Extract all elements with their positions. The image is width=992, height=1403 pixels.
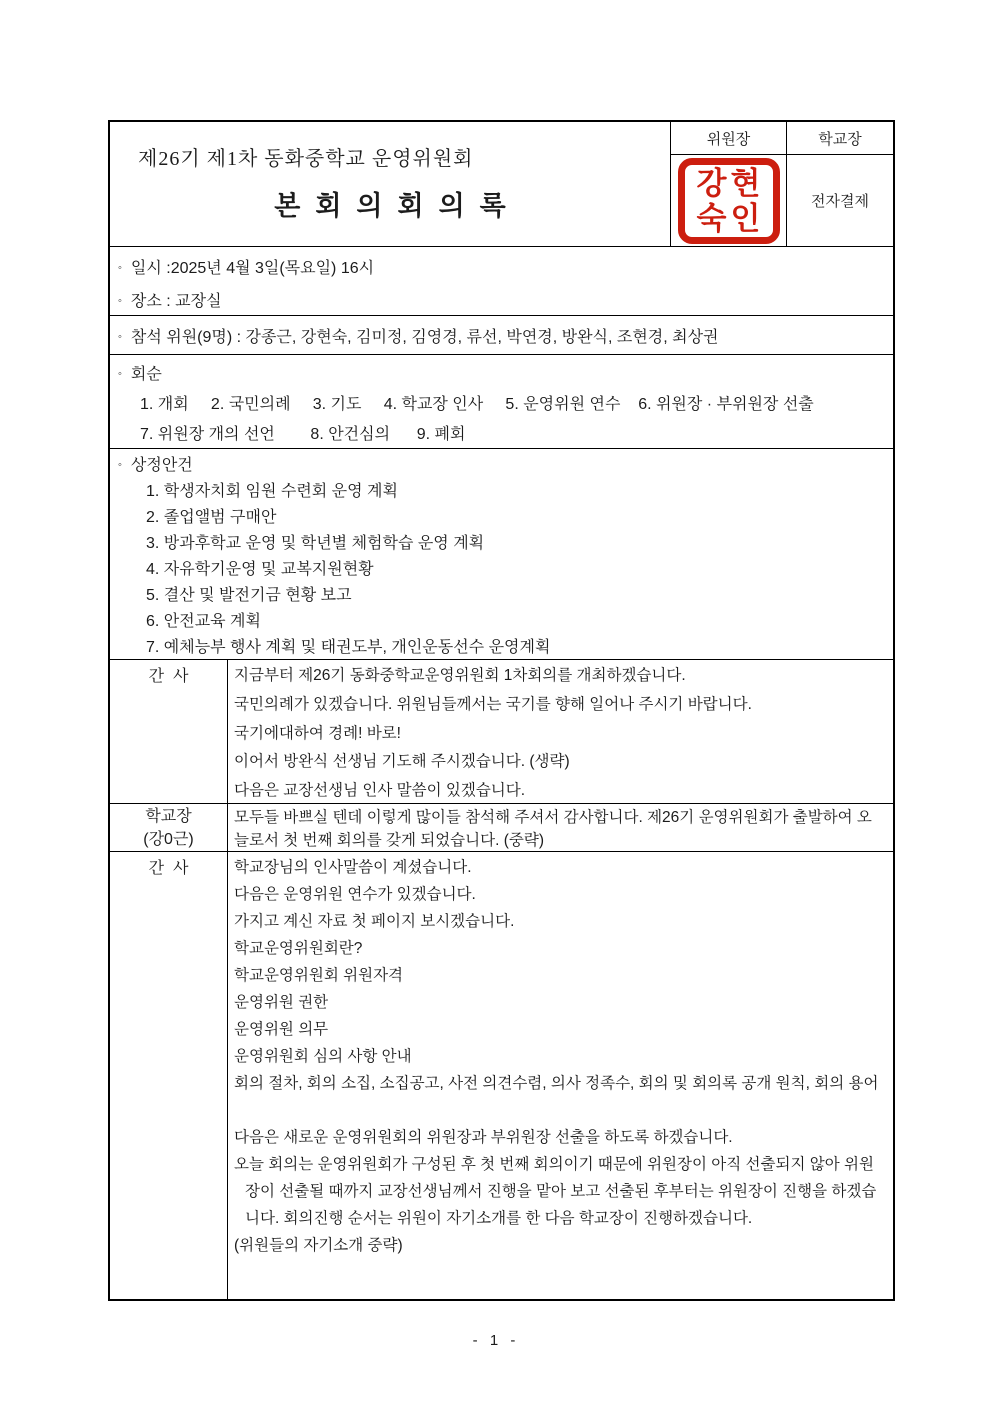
approval-chairman-cell — [671, 155, 786, 246]
dialogue-paragraph: 다음은 새로운 운영위원회의 위원장과 부위원장 선출을 하도록 하겠습니다. — [234, 1129, 733, 1146]
title-block — [110, 122, 670, 246]
location-line — [118, 285, 887, 316]
speaker-cell — [110, 852, 228, 1299]
page-number: - 1 - — [472, 1332, 520, 1349]
header-row — [110, 122, 893, 247]
item-line: 6. 안전교육 계획 — [146, 613, 261, 630]
dialogue-paragraph: 국기에대하여 경례! 바로! — [234, 724, 401, 742]
location-text: 장소 : 교장실 — [130, 293, 222, 310]
dialogue-paragraph: 지금부터 제26기 동화중학교운영위원회 1차회의를 개최하겠습니다. — [234, 667, 686, 684]
speaker-subname: (강0근) — [143, 831, 194, 848]
attendees-row — [110, 316, 893, 355]
speaker-name: 간 사 — [148, 860, 189, 877]
item-line: 4. 자유학기운영 및 교복지원현황 — [146, 561, 374, 578]
speaker-cell — [110, 804, 228, 851]
dialogue-paragraph: 다음은 교장선생님 인사 말씀이 있겠습니다. — [234, 782, 526, 800]
agenda-title-line — [118, 359, 887, 390]
dialogue-row-principal — [110, 804, 893, 852]
dialogue-paragraph: 회의 절차, 회의 소집, 소집공고, 사전 의견수렴, 의사 정족수, 회의 및 회의록 공개 원칙, 회의 용어 — [234, 1075, 879, 1092]
approval-principal-cell: 전자결제 — [811, 193, 869, 210]
minutes-table — [108, 120, 895, 1301]
dialogue-content — [228, 660, 893, 803]
dialogue-paragraph: 운영위원 권한 — [234, 994, 329, 1011]
dialogue-paragraph: 운영위원회 심의 사항 안내 — [234, 1048, 412, 1065]
agenda-title: 회순 — [130, 366, 162, 383]
document-title: 본회의회의록 — [274, 191, 521, 221]
dialogue-paragraph: 학교운영위원회 위원자격 — [234, 967, 404, 984]
approval-chairman-label: 위원장 — [671, 122, 786, 155]
datetime-text: 일시 :2025년 4월 3일(목요일) 16시 — [130, 260, 375, 277]
items-title-line — [118, 452, 887, 479]
approval-seal-stamp — [678, 158, 780, 244]
committee-title: 제26기 제1차 동화중학교 운영위원회 — [138, 148, 474, 170]
datetime-location-row — [110, 247, 893, 316]
approval-principal-label: 학교장 — [787, 122, 893, 155]
attendees-text: 참석 위원(9명) : 강종근, 강현숙, 김미정, 김영경, 류선, 박연경, 방완식, 조현경, 최상권 — [130, 328, 719, 346]
bullet-icon: ◦ — [118, 295, 122, 307]
dialogue-content — [228, 804, 893, 851]
dialogue-paragraph: 오늘 회의는 운영위원회가 구성된 후 첫 번째 회의이기 때문에 위원장이 아직 선출되지 않아 위원장이 선출될 때까지 교장선생님께서 진행을 맡아 보고 선출된 후부터는 위원장이 진행을 하겠습니다. 회의진행 순서는 위원이 자기소개를 한 다음 학교장이 진행하겠습니다. — [234, 1156, 877, 1227]
speaker-name: 간 사 — [148, 668, 189, 685]
stamp-text-line1: 강현 — [696, 165, 765, 201]
dialogue-paragraph: 학교운영위원회란? — [234, 940, 363, 957]
speaker-cell — [110, 660, 228, 803]
agenda-line-1: 1. 개회 2. 국민의례 3. 기도 4. 학교장 인사 5. 운영위원 연수 6. 위원장 · 부위원장 선출 — [140, 396, 814, 413]
dialogue-content — [228, 852, 893, 1299]
item-line: 2. 졸업앨범 구매안 — [146, 509, 277, 526]
item-line: 7. 예체능부 행사 계획 및 태권도부, 개인운동선수 운영계획 — [146, 639, 551, 656]
dialogue-paragraph: (위원들의 자기소개 중략) — [234, 1237, 403, 1254]
agenda-line-2: 7. 위원장 개의 선언 8. 안건심의 9. 폐회 — [140, 426, 466, 443]
dialogue-paragraph: 가지고 계신 자료 첫 페이지 보시겠습니다. — [234, 913, 515, 930]
approval-principal-column — [786, 122, 893, 246]
speaker-name: 학교장 — [145, 808, 192, 825]
bullet-icon: ◦ — [118, 459, 122, 471]
dialogue-paragraph: 모두들 바쁘실 텐데 이렇게 많이들 참석해 주셔서 감사합니다. 제26기 운영위원회가 출발하여 오늘로서 첫 번째 회의를 갖게 되었습니다. (중략) — [234, 809, 872, 849]
item-line: 3. 방과후학교 운영 및 학년별 체험학습 운영 계획 — [146, 535, 485, 552]
blank-line — [234, 1097, 885, 1124]
approval-chairman-column — [670, 122, 786, 246]
item-line: 1. 학생자치회 임원 수련회 운영 계획 — [146, 483, 398, 500]
items-title: 상정안건 — [130, 457, 193, 474]
dialogue-row-secretary-1 — [110, 660, 893, 804]
dialogue-paragraph: 국민의례가 있겠습니다. 위원님들께서는 국기를 향해 일어나 주시기 바랍니다. — [234, 695, 752, 713]
dialogue-paragraph: 운영위원 의무 — [234, 1021, 329, 1038]
datetime-line — [118, 252, 887, 285]
dialogue-paragraph: 학교장님의 인사말씀이 계셨습니다. — [234, 859, 472, 876]
dialogue-paragraph: 다음은 운영위원 연수가 있겠습니다. — [234, 886, 476, 903]
stamp-text-line2: 숙인 — [696, 200, 765, 236]
bullet-icon: ◦ — [118, 262, 122, 274]
dialogue-row-secretary-2 — [110, 852, 893, 1299]
item-line: 5. 결산 및 발전기금 현황 보고 — [146, 587, 352, 604]
bullet-icon: ◦ — [118, 368, 122, 380]
bullet-icon: ◦ — [118, 330, 122, 343]
dialogue-paragraph: 이어서 방완식 선생님 기도해 주시겠습니다. (생략) — [234, 753, 570, 771]
agenda-row — [110, 355, 893, 449]
attendees-line — [118, 324, 719, 347]
items-row — [110, 449, 893, 660]
